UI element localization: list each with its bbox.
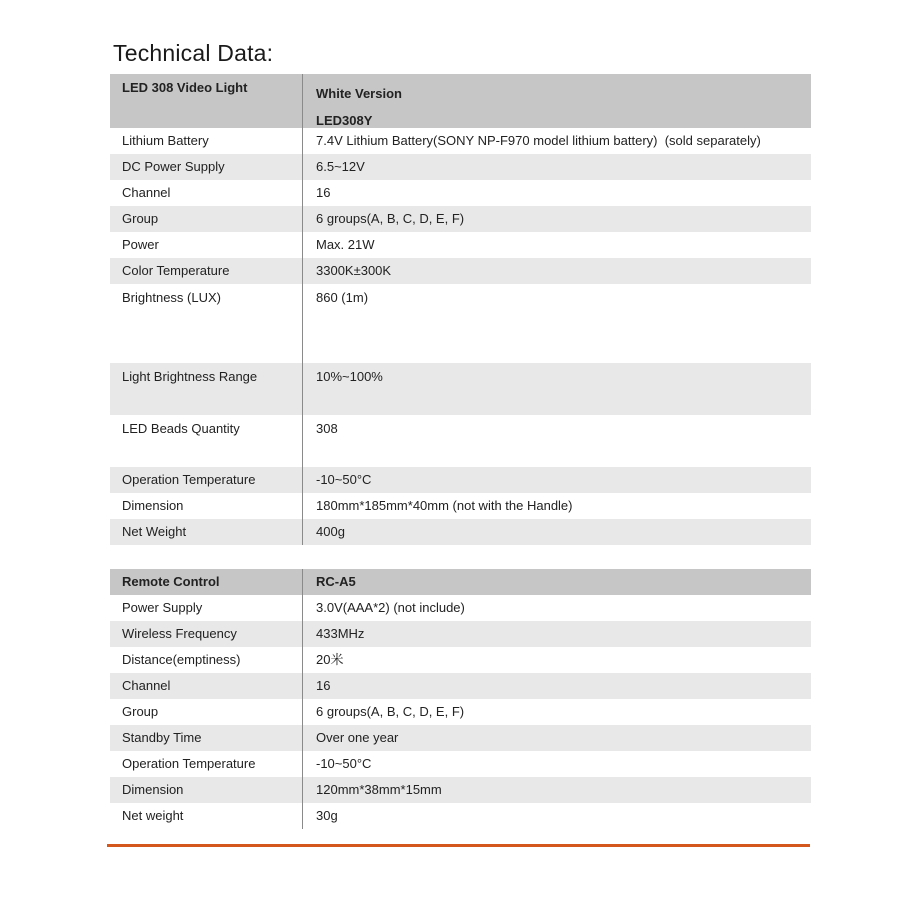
spec-row bbox=[110, 467, 811, 493]
spec-row bbox=[110, 777, 811, 803]
spec-label: Operation Temperature bbox=[122, 756, 256, 771]
spec-label: Channel bbox=[122, 185, 171, 200]
spec-value: -10~50°C bbox=[302, 751, 811, 777]
spec-value: 30g bbox=[302, 803, 811, 829]
page-title: Technical Data: bbox=[113, 40, 274, 66]
spec-row bbox=[110, 493, 811, 519]
spec-row bbox=[110, 232, 811, 258]
table-header-row bbox=[110, 569, 811, 595]
spec-row bbox=[110, 751, 811, 777]
spec-row bbox=[110, 415, 811, 467]
accent-divider bbox=[107, 844, 810, 847]
spec-label: DC Power Supply bbox=[122, 159, 225, 174]
spec-row bbox=[110, 673, 811, 699]
spec-value: 6 groups(A, B, C, D, E, F) bbox=[302, 206, 811, 232]
spec-value: 120mm*38mm*15mm bbox=[302, 777, 811, 803]
table-header-value bbox=[302, 74, 811, 128]
spec-value: 6.5~12V bbox=[302, 154, 811, 180]
spec-label: Dimension bbox=[122, 782, 184, 797]
spec-row bbox=[110, 803, 811, 829]
spec-value: 6 groups(A, B, C, D, E, F) bbox=[302, 699, 811, 725]
spec-value: 10%~100% bbox=[302, 363, 811, 415]
spec-label: Channel bbox=[122, 678, 171, 693]
spec-value: 20米 bbox=[302, 647, 811, 673]
spec-value: 16 bbox=[302, 673, 811, 699]
spec-row bbox=[110, 154, 811, 180]
spec-value: 400g bbox=[302, 519, 811, 545]
table-header-value: RC-A5 bbox=[302, 569, 811, 595]
table-header-label: Remote Control bbox=[122, 574, 220, 589]
spec-value: 16 bbox=[302, 180, 811, 206]
spec-label: Wireless Frequency bbox=[122, 626, 237, 641]
product-version: White Version bbox=[316, 86, 402, 101]
spec-value: Over one year bbox=[302, 725, 811, 751]
spec-label: Standby Time bbox=[122, 730, 202, 745]
spec-value: 180mm*185mm*40mm (not with the Handle) bbox=[302, 493, 811, 519]
spec-row bbox=[110, 258, 811, 284]
spec-label: Light Brightness Range bbox=[122, 369, 258, 384]
spec-value: 433MHz bbox=[302, 621, 811, 647]
remote-control-spec-table bbox=[110, 569, 811, 829]
spec-row bbox=[110, 647, 811, 673]
spec-label: LED Beads Quantity bbox=[122, 421, 240, 436]
spec-row bbox=[110, 180, 811, 206]
spec-label: Net Weight bbox=[122, 524, 187, 539]
spec-row bbox=[110, 519, 811, 545]
spec-row bbox=[110, 128, 811, 154]
spec-row bbox=[110, 725, 811, 751]
spec-value: 3.0V(AAA*2) (not include) bbox=[302, 595, 811, 621]
spec-row bbox=[110, 621, 811, 647]
spec-value: 7.4V Lithium Battery(SONY NP-F970 model lithium battery) (sold separately) bbox=[302, 128, 811, 154]
product-model: LED308Y bbox=[316, 113, 373, 128]
spec-label: Brightness (LUX) bbox=[122, 290, 221, 305]
spec-label: Distance(emptiness) bbox=[122, 652, 241, 667]
spec-label: Power Supply bbox=[122, 600, 203, 615]
spec-row bbox=[110, 595, 811, 621]
spec-label: Group bbox=[122, 211, 159, 226]
spec-row bbox=[110, 206, 811, 232]
table-header-row bbox=[110, 74, 811, 128]
spec-label: Net weight bbox=[122, 808, 184, 823]
spec-row bbox=[110, 699, 811, 725]
spec-label: Lithium Battery bbox=[122, 133, 209, 148]
spec-value: 860 (1m) bbox=[302, 284, 811, 363]
spec-label: Group bbox=[122, 704, 159, 719]
spec-value: Max. 21W bbox=[302, 232, 811, 258]
spec-value: -10~50°C bbox=[302, 467, 811, 493]
spec-row bbox=[110, 284, 811, 363]
spec-row bbox=[110, 363, 811, 415]
table-header-label: LED 308 Video Light bbox=[122, 80, 248, 95]
spec-label: Dimension bbox=[122, 498, 184, 513]
spec-label: Color Temperature bbox=[122, 263, 230, 278]
spec-label: Operation Temperature bbox=[122, 472, 256, 487]
led-light-spec-table bbox=[110, 74, 811, 545]
spec-label: Power bbox=[122, 237, 159, 252]
spec-value: 3300K±300K bbox=[302, 258, 811, 284]
spec-value: 308 bbox=[302, 415, 811, 467]
